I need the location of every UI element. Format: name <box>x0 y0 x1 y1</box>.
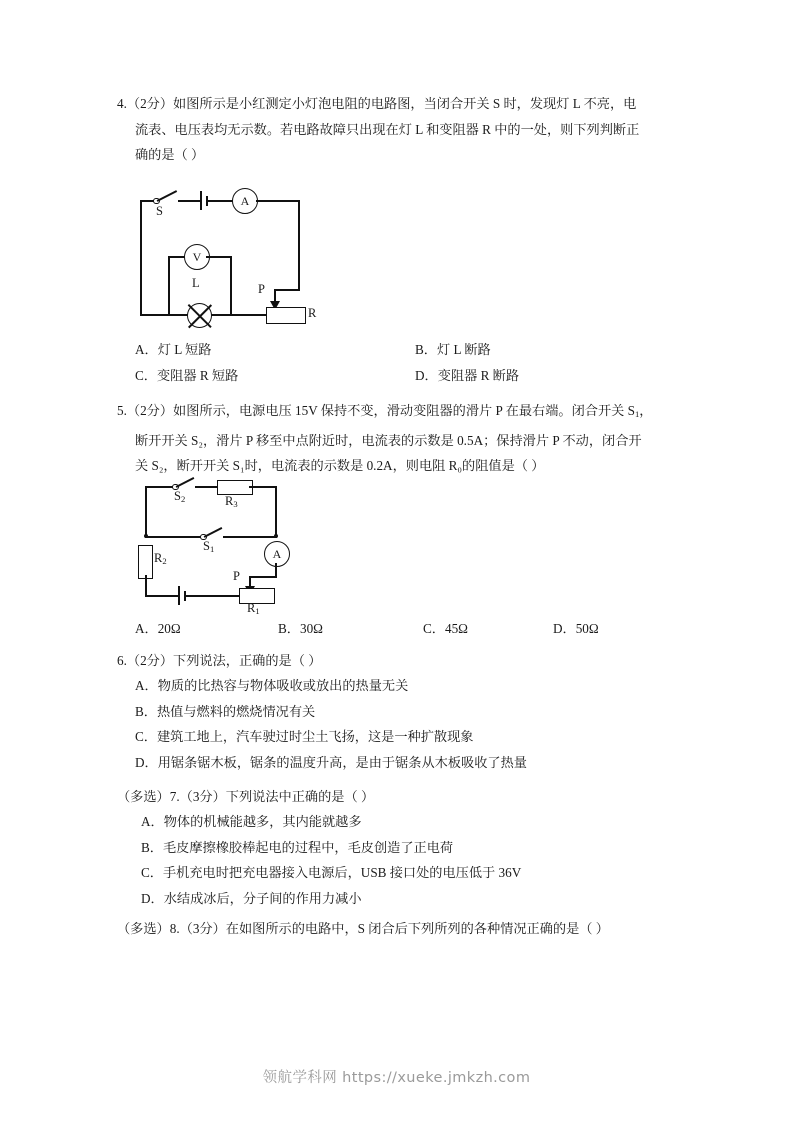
question-6-stem-line-1: 6.（2分）下列说法，正确的是（ ） <box>117 653 322 668</box>
wire-switch-to-battery <box>178 200 200 202</box>
ammeter-circle-1 <box>232 188 258 214</box>
wire2-mid-right <box>223 536 277 538</box>
slider-p-label-2: P <box>233 569 240 583</box>
question-7-option-a[interactable]: A．物体的机械能越多，其内能就越多 <box>141 814 362 829</box>
question-6-option-a[interactable]: A．物质的比热容与物体吸收或放出的热量无关 <box>135 678 409 693</box>
wire-right-vertical <box>298 200 300 290</box>
wire-top-left <box>140 200 154 202</box>
question-7-stem <box>117 784 677 810</box>
rheostat-r-body <box>266 307 306 324</box>
question-4-stem-line-3: 确的是（ ） <box>135 147 205 162</box>
question-5-option-d[interactable]: D．50Ω <box>553 621 599 636</box>
question-4-stem-line-1: 4.（2分）如图所示是小红测定小灯泡电阻的电路图，当闭合开关 S 时，发现灯 L 不亮，电 <box>117 96 637 111</box>
question-4-option-row-2 <box>135 363 675 389</box>
resistor-r3-body <box>217 480 253 495</box>
ammeter-circle-2 <box>264 541 290 567</box>
lamp-l-symbol <box>187 303 212 328</box>
wire-volt-left <box>168 256 170 314</box>
question-8-stem <box>117 916 697 942</box>
wire2-to-slider <box>249 576 277 578</box>
question-6-option-row-b <box>135 699 695 725</box>
node-mid-right <box>274 534 278 538</box>
circuit-diagram-2 <box>145 477 320 616</box>
wire-volt-right-top <box>206 256 232 258</box>
question-4-options <box>135 337 675 388</box>
question-7-option-row-b <box>141 835 701 861</box>
wire2-top-left <box>145 486 173 488</box>
wire-ammeter-to-right <box>256 200 300 202</box>
circuit-diagram-1 <box>140 184 330 329</box>
question-7-option-row-d <box>141 886 701 912</box>
wire-to-slider <box>274 289 300 291</box>
question-7-stem-line-1: （多选）7.（3分）下列说法中正确的是（ ） <box>117 789 375 804</box>
site-watermark: 领航学科网 https://xueke.jmkzh.com <box>262 1070 531 1086</box>
question-4-option-c[interactable]: C．变阻器 R 短路 <box>135 367 239 383</box>
question-7-option-b[interactable]: B．毛皮摩擦橡胶棒起电的过程中，毛皮创造了正电荷 <box>141 839 454 855</box>
question-5-s1-sub: 1 <box>635 409 640 419</box>
resistor-r2-body <box>138 545 153 579</box>
question-7-option-row-a <box>141 809 701 835</box>
resistor-r2-label: $R_2$ <box>154 551 167 566</box>
question-4-option-b[interactable]: B．灯 L 断路 <box>415 342 491 357</box>
question-4-stem-line-2: 流表、电压表均无示数。若电路故障只出现在灯 L 和变阻器 R 中的一处，则下列判断正 <box>135 121 640 137</box>
switch-s1-label: $S_1$ <box>203 539 215 554</box>
question-4-option-a[interactable]: A．灯 L 短路 <box>135 342 212 357</box>
question-5-stem-line-1: 5.（2分）如图所示，电源电压 15V 保持不变，滑动变阻器的滑片 P 在最右端。闭合开关 $S_1$， <box>117 403 653 419</box>
question-5-stem <box>117 398 677 479</box>
question-5-options <box>135 616 675 642</box>
battery2-long-plate <box>178 586 180 605</box>
wire2-left-upper <box>145 486 147 538</box>
question-4-option-d[interactable]: D．变阻器 R 断路 <box>415 367 520 383</box>
switch-s2-label: $S_2$ <box>174 489 186 504</box>
question-5-stem-line-3: 关 S₂，断开开关 S₁时，电流表的示数是 0.2A，则电阻 R₀的阻值是（ ） <box>135 458 545 473</box>
lamp-l-label: L <box>192 276 200 290</box>
question-4-option-row-1 <box>135 337 675 363</box>
slider-p-label-1: P <box>258 282 265 296</box>
switch-s1-lever <box>204 527 223 537</box>
question-6-option-c[interactable]: C．建筑工地上，汽车驶过时尘土飞扬，这是一种扩散现象 <box>135 729 474 744</box>
resistor-r3-label: $R_3$ <box>225 494 238 509</box>
wire-left-vertical <box>140 200 142 316</box>
question-6-options <box>135 673 695 775</box>
wire2-r3-to-right <box>249 486 277 488</box>
switch-s-label: S <box>156 204 163 218</box>
question-4-stem <box>117 91 677 168</box>
battery-long-plate <box>200 191 202 210</box>
question-6-option-row-c <box>135 724 695 750</box>
wire-battery-to-ammeter <box>207 200 233 202</box>
wire2-left-lower <box>145 575 147 597</box>
question-6-option-b[interactable]: B．热值与燃料的燃烧情况有关 <box>135 703 316 719</box>
switch-s2-lever <box>176 477 195 487</box>
wire2-mid-left <box>145 536 201 538</box>
question-5-stem-line-2: 断开开关 S₂，滑片 P 移至中点附近时，电流表的示数是 0.5A；保持滑片 P 不动，闭合开 <box>135 432 642 448</box>
question-6-stem <box>117 648 677 674</box>
voltmeter-label: V <box>192 249 202 264</box>
question-8-stem-line-1: （多选）8.（3分）在如图所示的电路中，S 闭合后下列所列的各种情况正确的是（ ） <box>117 921 609 936</box>
question-5-option-b[interactable]: B．30Ω <box>278 621 323 636</box>
question-5-option-row <box>135 616 675 642</box>
rheostat-r1-label: $R_1$ <box>247 601 260 616</box>
question-7-option-d[interactable]: D．水结成冰后，分子间的作用力减小 <box>141 890 362 906</box>
question-5-option-a[interactable]: A．20Ω <box>135 621 181 636</box>
wire2-bottom-left <box>145 595 179 597</box>
question-5-option-c[interactable]: C．45Ω <box>423 621 468 636</box>
rheostat-r-label: R <box>308 306 317 320</box>
question-6-option-d[interactable]: D．用锯条锯木板，锯条的温度升高，是由于锯条从木板吸收了热量 <box>135 754 527 770</box>
question-7-option-c[interactable]: C．手机充电时把充电器接入电源后，USB 接口处的电压低于 36V <box>141 865 522 880</box>
question-7-options <box>141 809 701 911</box>
question-6-option-row-d <box>135 750 695 776</box>
wire-volt-right <box>230 256 232 314</box>
wire2-ammeter-down <box>275 563 277 577</box>
question-5-stem-line-1-text: 5.（2分）如图所示，电源电压 15V 保持不变，滑动变阻器的滑片 P 在最右端。闭合开关 S <box>117 403 635 418</box>
wire2-bottom-right <box>185 595 241 597</box>
ammeter-label-2: A <box>272 546 282 561</box>
question-7-option-row-c <box>141 860 701 886</box>
wire2-s2-to-r3 <box>195 486 219 488</box>
switch-s-lever <box>157 190 177 201</box>
wire2-right-upper <box>275 486 277 538</box>
question-6-option-row-a <box>135 673 695 699</box>
ammeter-label-1: A <box>240 193 250 208</box>
